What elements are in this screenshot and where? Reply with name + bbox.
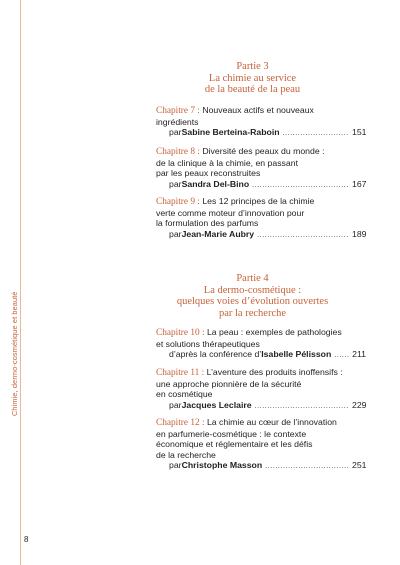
chapter-title: par les peaux reconstruites	[156, 168, 261, 179]
chapter-author: Christophe Masson	[181, 460, 263, 471]
running-head	[5, 36, 19, 416]
chapter-page-number: 189	[352, 228, 367, 239]
toc-entry-chapter-10[interactable]	[156, 327, 366, 362]
chapter-title: La peau : exemples de pathologies	[206, 327, 342, 337]
part-title-line: de la beauté de la peau	[204, 84, 301, 95]
chapter-byline: d’après la conférence d’ Isabelle Pélisson ..... 211	[156, 349, 366, 362]
margin-rule	[20, 0, 21, 565]
chapter-label: Chapitre 7 :	[156, 106, 200, 116]
running-head-text: Chimie, dermo-cosmétique et beauté	[10, 291, 19, 416]
chapter-title: en parfumerie-cosmétique : le contexte	[156, 428, 307, 439]
dot-leader	[252, 181, 349, 192]
chapter-title: en cosmétique	[156, 389, 213, 400]
part-title-line: par la recherche	[218, 307, 287, 319]
chapter-byline: par Sandra Del-Bino ..... 167	[156, 179, 366, 192]
chapter-label: Chapitre 10 :	[156, 328, 205, 338]
chapter-label: Chapitre 11 :	[156, 368, 205, 378]
chapter-title: économique et réglementaire et les défis	[156, 439, 313, 450]
chapter-title: une approche pionnière de la sécurité	[156, 378, 302, 389]
toc-entry-chapter-12[interactable]	[156, 417, 366, 473]
part-4-heading	[150, 273, 355, 319]
toc-entry-chapter-7[interactable]	[156, 105, 366, 140]
chapter-title: et solutions thérapeutiques	[156, 338, 260, 349]
dot-leader	[283, 129, 349, 140]
chapter-title: L’aventure des produits inoffensifs :	[206, 367, 343, 377]
chapter-label: Chapitre 8 :	[156, 147, 200, 157]
part-title-line: La chimie au service	[208, 72, 297, 84]
part-3-heading	[150, 61, 355, 96]
dot-leader	[265, 462, 349, 473]
dot-leader	[257, 231, 349, 242]
chapter-page-number: 167	[352, 178, 367, 189]
chapter-page-number: 211	[352, 349, 366, 360]
chapter-author: Sabine Berteina-Raboin	[181, 127, 280, 138]
chapter-title: Nouveaux actifs et nouveaux	[202, 105, 314, 115]
chapter-title: verte comme moteur d’innovation pour	[156, 207, 305, 218]
chapter-byline: par Jacques Leclaire ..... 229	[156, 400, 366, 413]
chapter-page-number: 229	[352, 399, 367, 410]
page-number: 8	[24, 535, 29, 544]
toc-entry-chapter-11[interactable]	[156, 367, 366, 412]
chapter-label: Chapitre 12 :	[156, 418, 205, 428]
chapter-page-number: 251	[352, 460, 367, 471]
chapter-page-number: 151	[352, 127, 367, 138]
toc-entry-chapter-8[interactable]	[156, 146, 366, 191]
part-number: Partie 3	[236, 61, 269, 72]
dot-leader	[255, 402, 349, 413]
chapter-title: Les 12 principes de la chimie	[202, 196, 315, 206]
chapter-author: Isabelle Pélisson	[261, 349, 332, 360]
chapter-byline: par Christophe Masson ..... 251	[156, 460, 366, 473]
chapter-title: de la clinique à la chimie, en passant	[156, 157, 298, 168]
chapter-byline: par Jean-Marie Aubry ..... 189	[156, 229, 366, 242]
chapter-author: Jean-Marie Aubry	[181, 228, 255, 239]
part-title-line: quelques voies d’évolution ouvertes	[176, 296, 329, 307]
chapter-label: Chapitre 9 :	[156, 197, 200, 207]
chapter-title: La chimie au cœur de l’innovation	[206, 417, 337, 427]
dot-leader	[334, 351, 349, 362]
part-title-line: La dermo-cosmétique :	[203, 284, 302, 296]
chapter-byline: par Sabine Berteina-Raboin ..... 151	[156, 127, 366, 140]
chapter-author: Jacques Leclaire	[181, 399, 252, 410]
toc-entry-chapter-9[interactable]	[156, 196, 366, 241]
chapter-title: ingrédients	[156, 116, 199, 127]
chapter-author: Sandra Del-Bino	[181, 178, 250, 189]
part-number: Partie 4	[236, 273, 269, 284]
chapter-title: Diversité des peaux du monde :	[202, 146, 325, 156]
chapter-title: de la recherche	[156, 449, 216, 460]
chapter-title: la formulation des parfums	[156, 218, 259, 229]
